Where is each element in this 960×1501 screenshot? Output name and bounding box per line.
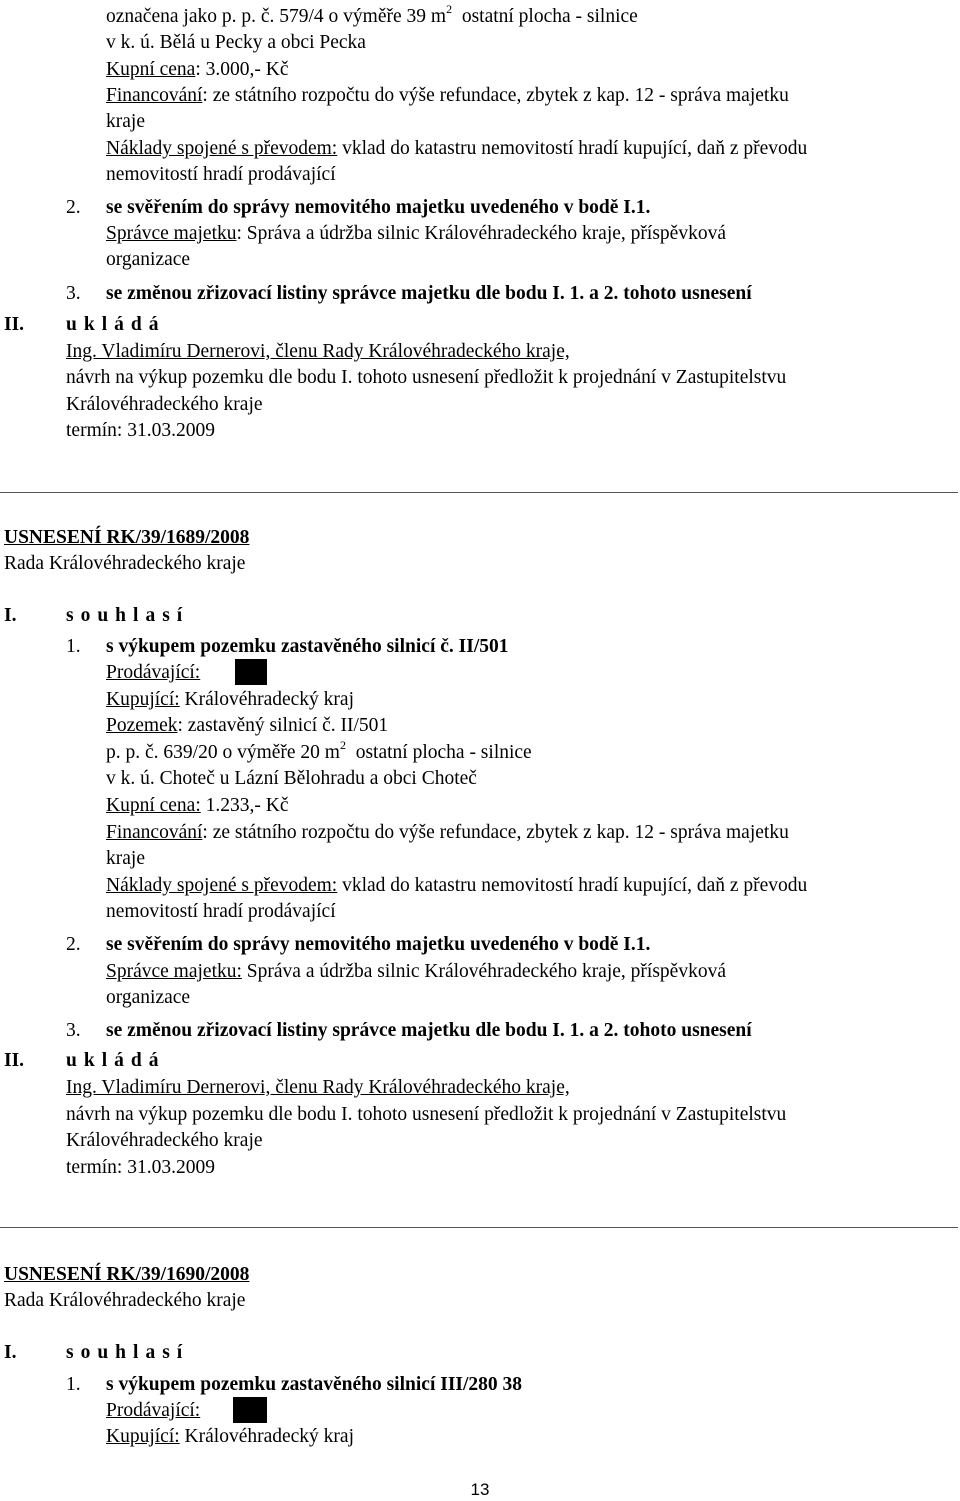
section-label: II. — [4, 1050, 25, 1071]
item-number: 2. — [66, 934, 81, 955]
item-number: 1. — [66, 636, 81, 657]
text-line: Královéhradeckého kraje — [66, 1130, 263, 1151]
buyer-line: Kupující: Královéhradecký kraj — [106, 689, 355, 710]
section-label: I. — [4, 1342, 17, 1363]
item-text: se změnou zřizovací listiny správce majetku dle bodu I. 1. a 2. tohoto usnesení — [106, 1020, 752, 1041]
land-line: Pozemek: zastavěný silnicí č. II/501 — [106, 715, 389, 736]
section-heading: ukládá — [66, 314, 166, 335]
seller-label: Prodávající: — [106, 1400, 201, 1421]
divider — [0, 1227, 958, 1228]
item-text: s výkupem pozemku zastavěného silnicí III/280 38 — [106, 1374, 523, 1395]
text-line: nemovitostí hradí prodávající — [106, 164, 336, 185]
buyer-line: Kupující: Královéhradecký kraj — [106, 1426, 355, 1447]
item-text: se svěřením do správy nemovitého majetku uvedeného v bodě I.1. — [106, 197, 651, 218]
deadline: termín: 31.03.2009 — [66, 1157, 215, 1178]
text-line: návrh na výkup pozemku dle bodu I. tohoto usnesení předložit k projednání v Zastupitelstvu — [66, 367, 787, 388]
section-heading: souhlasí — [66, 1342, 190, 1363]
text-line: návrh na výkup pozemku dle bodu I. tohoto usnesení předložit k projednání v Zastupitelstvu — [66, 1104, 787, 1125]
resolution-subtitle: Rada Královéhradeckého kraje — [4, 1290, 246, 1311]
text-line: Ing. Vladimíru Dernerovi, členu Rady Královéhradeckého kraje, — [66, 341, 570, 362]
item-number: 3. — [66, 1020, 81, 1041]
redaction-block — [233, 1397, 267, 1423]
item-text: se svěřením do správy nemovitého majetku uvedeného v bodě I.1. — [106, 934, 651, 955]
costs-line: Náklady spojené s převodem: vklad do katastru nemovitostí hradí kupující, daň z převodu — [106, 138, 808, 159]
costs-line: Náklady spojené s převodem: vklad do katastru nemovitostí hradí kupující, daň z převodu — [106, 875, 808, 896]
item-number: 1. — [66, 1374, 81, 1395]
seller-label: Prodávající: — [106, 662, 201, 683]
price-line: Kupní cena: 3.000,- Kč — [106, 59, 289, 80]
text-line: Královéhradeckého kraje — [66, 394, 263, 415]
text-line: označena jako p. p. č. 579/4 o výměře 39 $m^2$ ostatní plocha - silnice — [106, 1, 638, 27]
text-line: nemovitostí hradí prodávající — [106, 901, 336, 922]
divider — [0, 492, 958, 493]
text-line: organizace — [106, 987, 191, 1008]
section-label: I. — [4, 605, 17, 626]
resolution-title: USNESENÍ RK/39/1689/2008 — [4, 527, 250, 548]
page-number: 13 — [470, 1480, 490, 1499]
financing-line: Financování: ze státního rozpočtu do výše refundace, zbytek z kap. 12 - správa majetku — [106, 822, 789, 843]
item-number: 3. — [66, 283, 81, 304]
text-line: v k. ú. Choteč u Lázní Bělohradu a obci Choteč — [106, 768, 477, 789]
text-line: Ing. Vladimíru Dernerovi, členu Rady Královéhradeckého kraje, — [66, 1077, 570, 1098]
financing-line: Financování: ze státního rozpočtu do výše refundace, zbytek z kap. 12 - správa majetku — [106, 85, 789, 106]
redaction-block — [235, 659, 267, 685]
section-heading: souhlasí — [66, 605, 190, 626]
deadline: termín: 31.03.2009 — [66, 420, 215, 441]
text-line: organizace — [106, 249, 191, 270]
resolution-subtitle: Rada Královéhradeckého kraje — [4, 553, 246, 574]
section-label: II. — [4, 314, 25, 335]
administrator-line: Správce majetku: Správa a údržba silnic Královéhradeckého kraje, příspěvková — [106, 223, 726, 244]
item-text: se změnou zřizovací listiny správce majetku dle bodu I. 1. a 2. tohoto usnesení — [106, 283, 752, 304]
item-text: s výkupem pozemku zastavěného silnicí č. II/501 — [106, 636, 509, 657]
text-line: v k. ú. Bělá u Pecky a obci Pecka — [106, 32, 366, 53]
administrator-line: Správce majetku: Správa a údržba silnic Královéhradeckého kraje, příspěvková — [106, 961, 726, 982]
text-line: p. p. č. 639/20 o výměře 20 $m^2$ ostatní plocha - silnice — [106, 737, 532, 763]
section-heading: ukládá — [66, 1050, 166, 1071]
resolution-title: USNESENÍ RK/39/1690/2008 — [4, 1264, 250, 1285]
price-line: Kupní cena: 1.233,- Kč — [106, 795, 289, 816]
text-line: kraje — [106, 111, 145, 132]
text-line: kraje — [106, 848, 145, 869]
item-number: 2. — [66, 197, 81, 218]
